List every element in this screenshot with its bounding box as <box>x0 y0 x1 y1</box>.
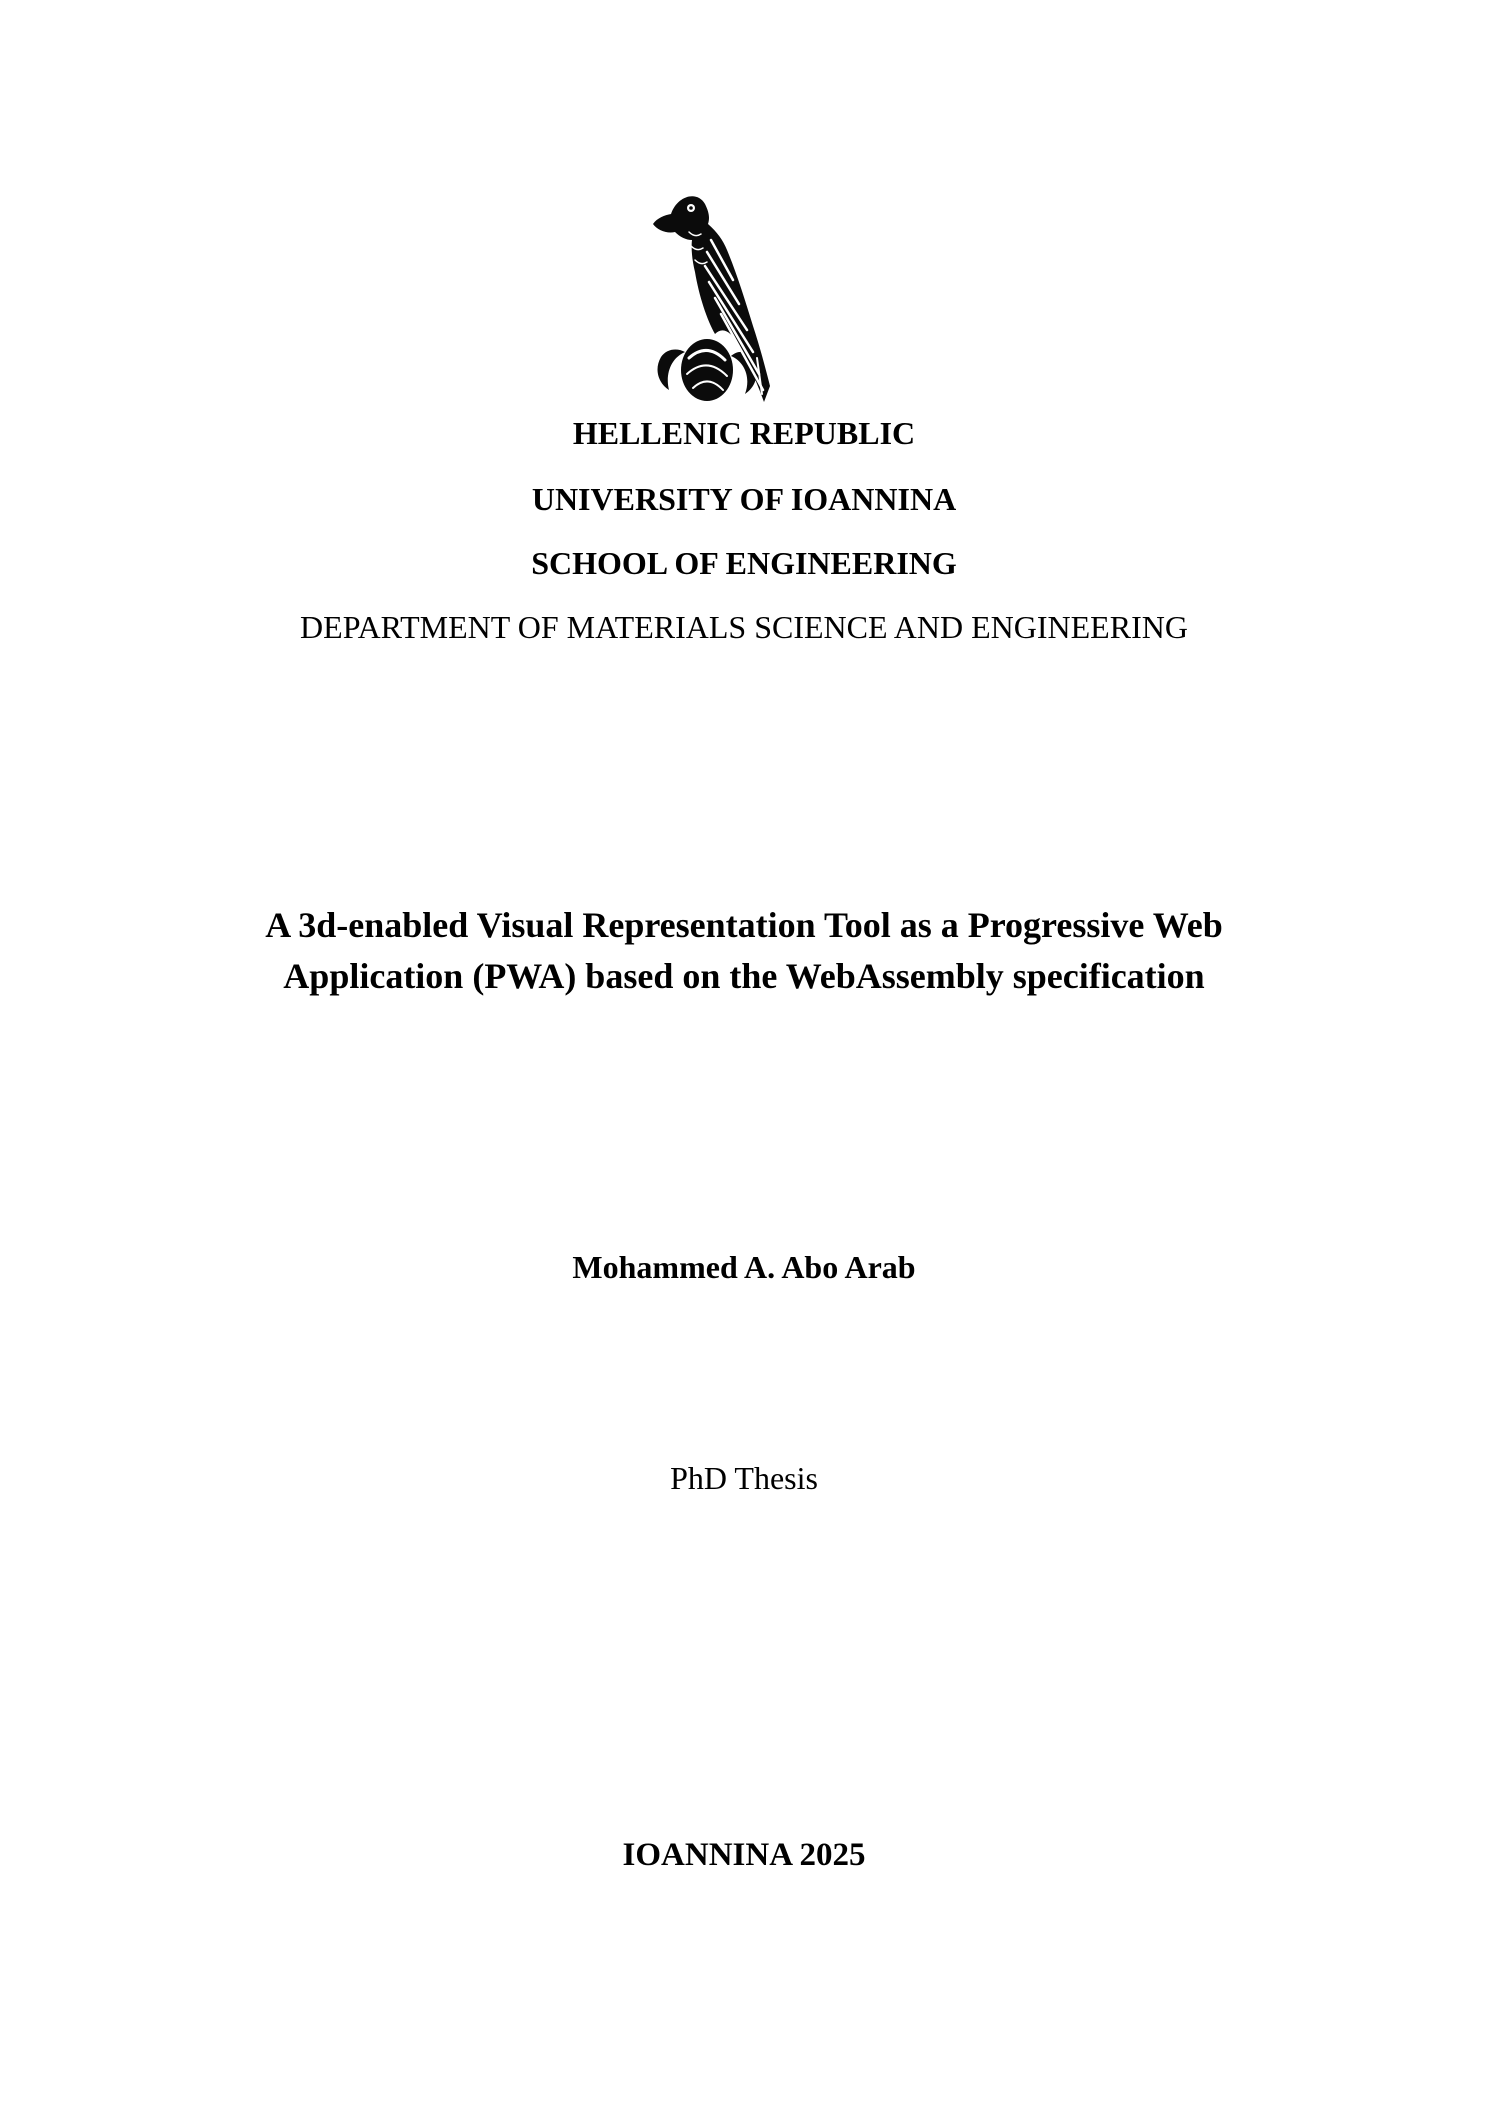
header-hellenic-republic: HELLENIC REPUBLIC <box>572 415 916 451</box>
header-school-of-engineering: SCHOOL OF ENGINEERING <box>531 545 957 581</box>
thesis-title <box>0 900 1488 1002</box>
eagle-emblem-icon <box>645 188 785 418</box>
header-university-of-ioannina: UNIVERSITY OF IOANNINA <box>531 481 957 517</box>
author-name: Mohammed A. Abo Arab <box>572 1249 916 1285</box>
header-department: DEPARTMENT OF MATERIALS SCIENCE AND ENGINEERING <box>300 609 1188 645</box>
thesis-title-line-2: Application (PWA) based on the WebAssembly specification <box>283 956 1205 996</box>
thesis-title-line-1: A 3d-enabled Visual Representation Tool as a Progressive Web <box>265 905 1223 945</box>
thesis-type: PhD Thesis <box>670 1460 818 1496</box>
place-and-year: IOANNINA 2025 <box>622 1837 866 1873</box>
university-logo <box>645 188 785 418</box>
